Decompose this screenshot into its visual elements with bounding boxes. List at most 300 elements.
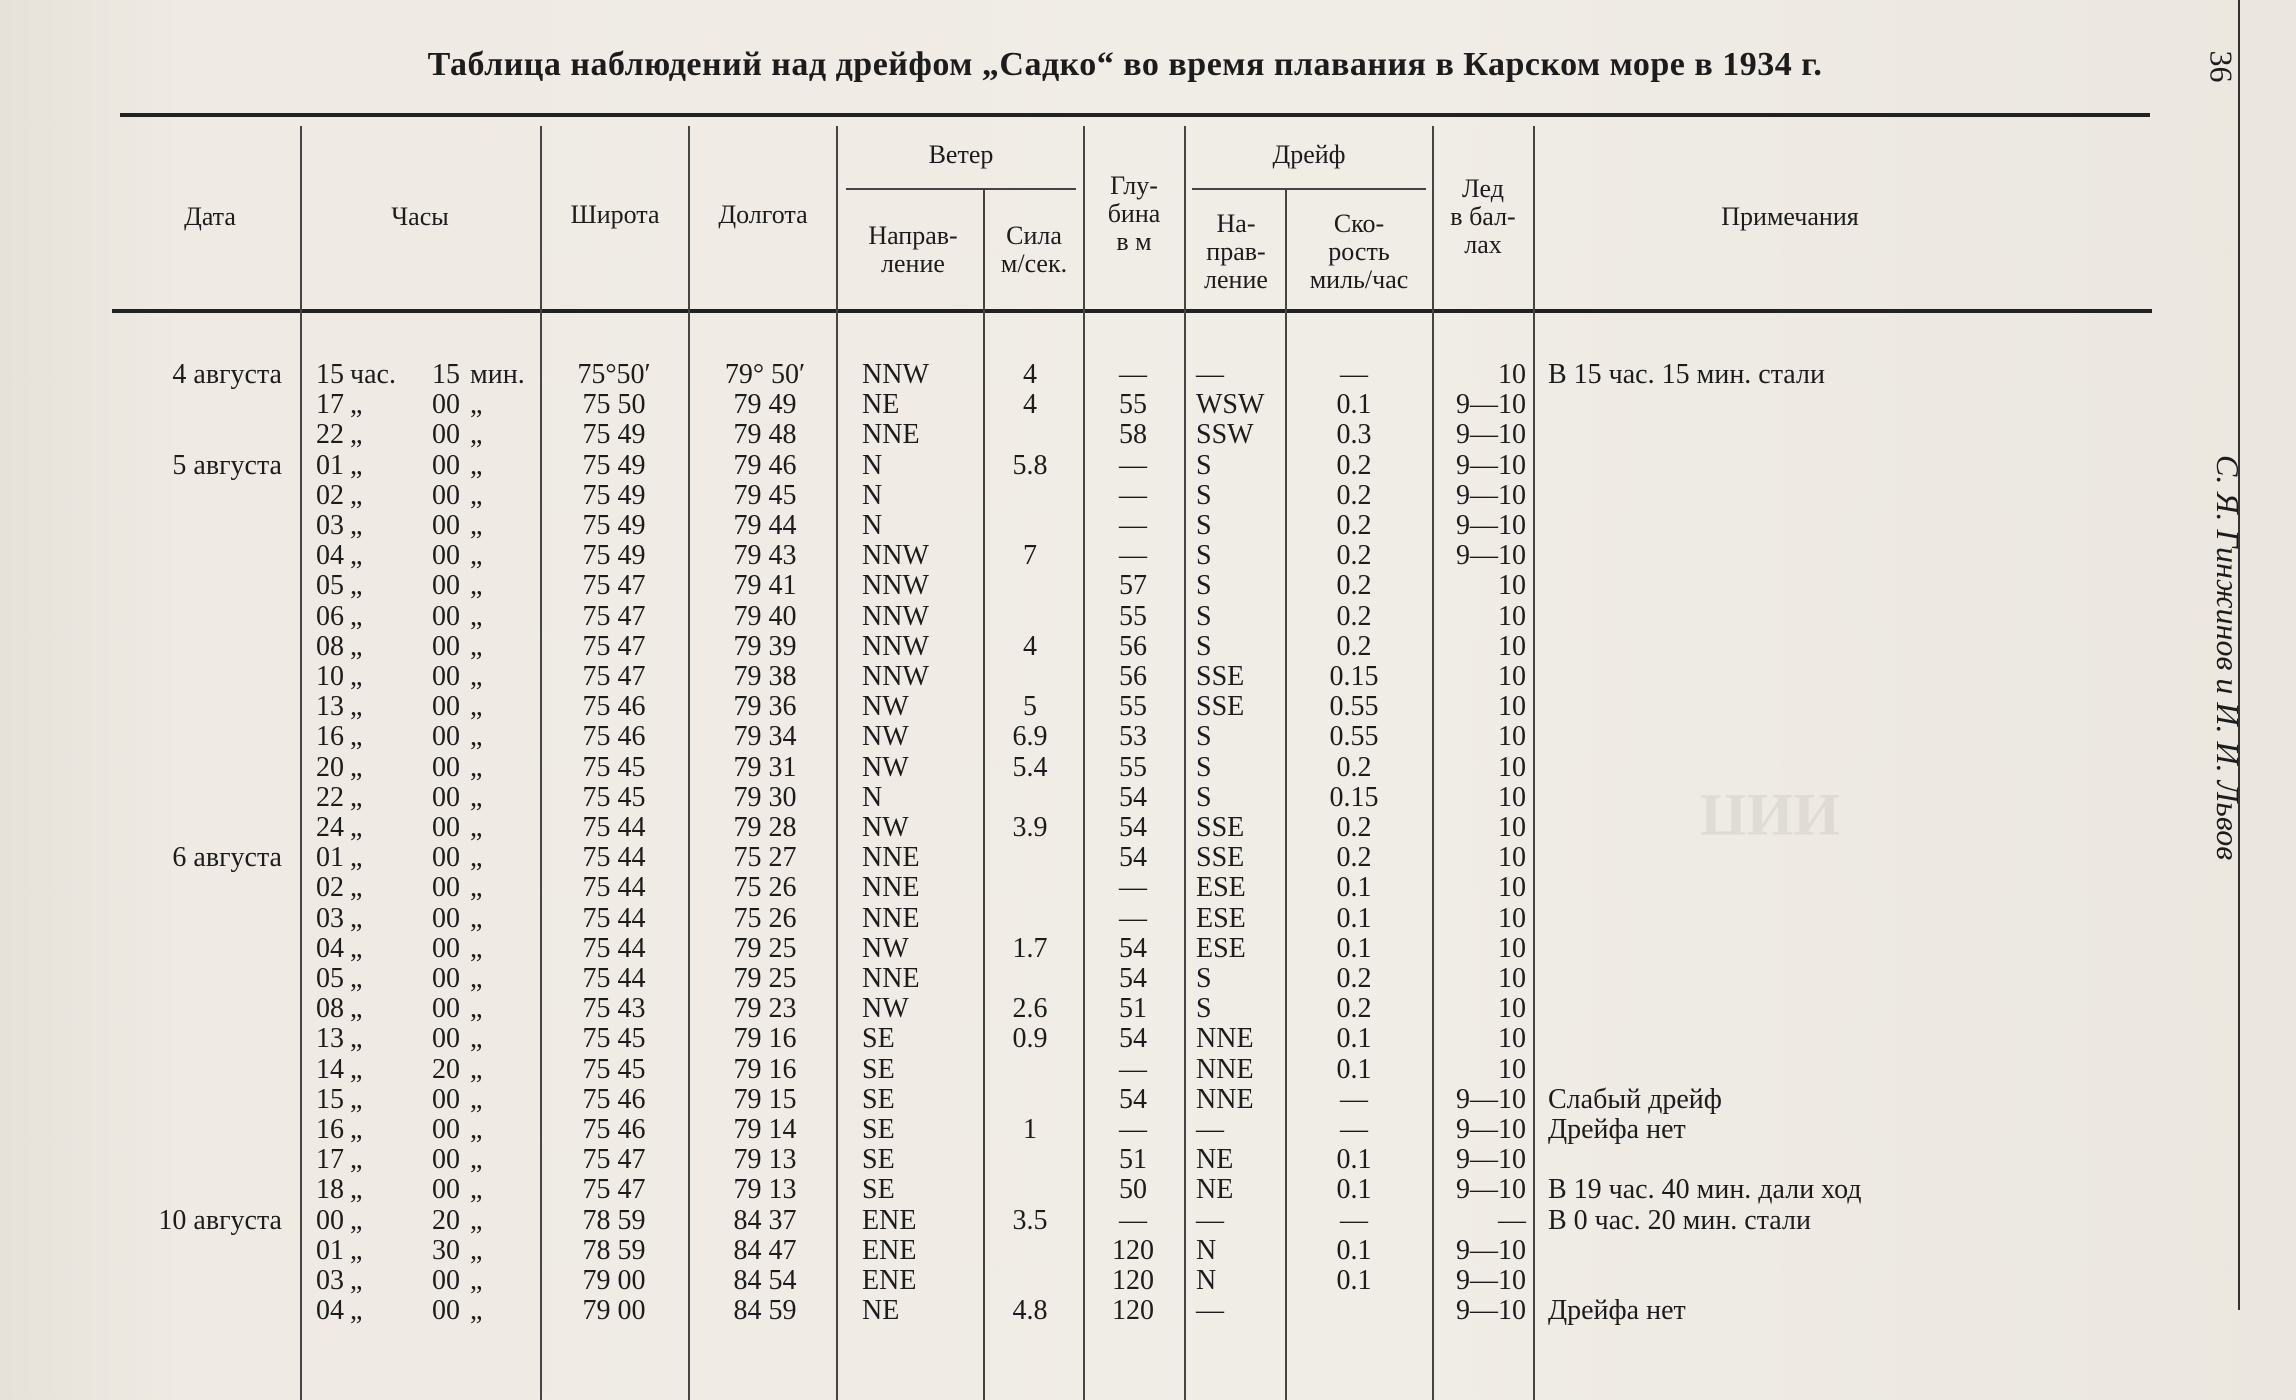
table-cell-dspd: 0.3 [1336, 419, 1372, 451]
table-cell-hsfx: „ [350, 630, 363, 662]
table-cell-msfx: „ [470, 449, 483, 481]
table-cell-lon: 79 34 [733, 721, 797, 753]
table-cell-lat: 75 47 [582, 600, 646, 632]
table-cell-note: В 19 час. 40 мин. дали ход [1548, 1174, 1862, 1206]
table-cell-ice: 10 [1498, 932, 1526, 964]
table-cell-wdir: NW [862, 932, 909, 964]
table-cell-hsfx: „ [350, 600, 363, 632]
table-cell-msfx: „ [470, 812, 483, 843]
table-cell-wspd: 5.4 [1012, 751, 1048, 783]
table-cell-m: 00 [432, 1144, 460, 1176]
table-cell-lon: 79 16 [733, 1053, 797, 1085]
table-cell-h: 15 [316, 359, 344, 390]
table-cell-dspd: 0.2 [1336, 570, 1372, 602]
table-cell-m: 00 [432, 449, 460, 481]
table-cell-date: 10 августа [158, 1204, 282, 1236]
table-cell-msfx: „ [470, 872, 483, 904]
table-cell-wdir: NE [862, 389, 900, 421]
table-cell-msfx: „ [470, 1174, 483, 1206]
table-cell-hsfx: „ [350, 1023, 363, 1055]
bleed-through-text: ИИП [1700, 782, 1841, 848]
table-cell-lon: 79 38 [733, 661, 797, 692]
table-cell-lon: 79 16 [733, 1023, 797, 1055]
wind-subheader-rule [846, 188, 1076, 190]
table-cell-msfx: „ [470, 510, 483, 541]
page-number: 36 [2203, 50, 2240, 83]
table-cell-hsfx: „ [350, 691, 363, 723]
table-cell-m: 00 [432, 1114, 460, 1145]
table-cell-dspd: 0.1 [1336, 389, 1372, 421]
table-cell-hsfx: „ [350, 661, 363, 692]
table-cell-ddir: S [1196, 540, 1212, 572]
table-cell-m: 30 [432, 1234, 460, 1266]
table-cell-msfx: „ [470, 963, 483, 994]
running-head-authors: С. Я. Гинжинов и И. И. Львов [2210, 455, 2246, 861]
table-cell-m: 00 [432, 1295, 460, 1327]
table-cell-dspd: 0.2 [1336, 479, 1372, 511]
table-cell-h: 03 [316, 510, 344, 541]
table-cell-h: 00 [316, 1204, 344, 1236]
table-cell-hsfx: „ [350, 510, 363, 541]
table-cell-h: 22 [316, 419, 344, 451]
table-cell-m: 00 [432, 600, 460, 632]
table-cell-depth: 54 [1119, 1023, 1147, 1055]
table-cell-msfx: „ [470, 1114, 483, 1145]
table-cell-ice: 10 [1498, 721, 1526, 753]
top-rule [120, 113, 2150, 117]
table-cell-ice: 10 [1498, 630, 1526, 662]
table-cell-m: 00 [432, 902, 460, 934]
table-cell-ice: 10 [1498, 993, 1526, 1025]
col-divider [836, 126, 838, 1400]
table-cell-ice: 9—10 [1456, 510, 1526, 541]
table-cell-msfx: „ [470, 389, 483, 421]
table-cell-depth: 54 [1119, 842, 1147, 874]
table-cell-h: 03 [316, 902, 344, 934]
table-cell-dspd: 0.1 [1336, 1023, 1372, 1055]
table-cell-ice: 9—10 [1456, 1234, 1526, 1266]
table-cell-ddir: WSW [1196, 389, 1265, 421]
table-cell-wdir: ENE [862, 1204, 917, 1236]
table-cell-depth: 58 [1119, 419, 1147, 451]
table-cell-ice: — [1498, 1204, 1526, 1236]
table-cell-lat: 75 44 [582, 842, 646, 874]
table-cell-depth: 54 [1119, 1083, 1147, 1115]
table-cell-ddir: NE [1196, 1144, 1234, 1176]
table-cell-depth: — [1119, 540, 1147, 572]
table-cell-lat: 75 45 [582, 751, 646, 783]
table-cell-wdir: SE [862, 1114, 895, 1145]
table-cell-ddir: NNE [1196, 1083, 1254, 1115]
table-cell-lat: 75 49 [582, 449, 646, 481]
table-cell-ddir: ESE [1196, 872, 1246, 904]
table-cell-wdir: NNE [862, 963, 920, 994]
table-cell-ice: 10 [1498, 812, 1526, 843]
table-cell-dspd: — [1340, 359, 1368, 390]
table-cell-m: 00 [432, 540, 460, 572]
table-cell-ddir: S [1196, 963, 1212, 994]
table-cell-lat: 75 47 [582, 630, 646, 662]
table-cell-dspd: 0.1 [1336, 872, 1372, 904]
table-cell-h: 05 [316, 963, 344, 994]
table-cell-h: 15 [316, 1083, 344, 1115]
table-cell-msfx: „ [470, 902, 483, 934]
table-cell-ice: 10 [1498, 842, 1526, 874]
table-cell-ice: 9—10 [1456, 1114, 1526, 1145]
table-cell-note: Дрейфа нет [1548, 1114, 1686, 1145]
table-cell-date: 4 августа [172, 359, 282, 390]
table-cell-dspd: 0.55 [1329, 691, 1379, 723]
table-cell-ddir: — [1196, 1204, 1224, 1236]
table-cell-wdir: NW [862, 721, 909, 753]
table-cell-ice: 9—10 [1456, 1144, 1526, 1176]
table-cell-m: 00 [432, 630, 460, 662]
table-cell-h: 17 [316, 1144, 344, 1176]
table-cell-lon: 79 46 [733, 449, 797, 481]
table-cell-lon: 79 13 [733, 1144, 797, 1176]
table-cell-dspd: — [1340, 1083, 1368, 1115]
table-cell-lat: 75 44 [582, 902, 646, 934]
table-cell-wspd: 4 [1023, 359, 1037, 390]
table-cell-lat: 75 49 [582, 510, 646, 541]
table-cell-dspd: 0.2 [1336, 842, 1372, 874]
table-cell-depth: 54 [1119, 963, 1147, 994]
table-cell-lat: 75 47 [582, 1144, 646, 1176]
table-cell-hsfx: „ [350, 449, 363, 481]
header-ice: Лед в бал- лах [1450, 174, 1516, 259]
table-cell-h: 01 [316, 842, 344, 874]
table-cell-wspd: 7 [1023, 540, 1037, 572]
table-cell-ddir: S [1196, 751, 1212, 783]
table-cell-h: 18 [316, 1174, 344, 1206]
table-cell-depth: 120 [1112, 1265, 1154, 1296]
table-cell-ice: 9—10 [1456, 1083, 1526, 1115]
table-cell-msfx: „ [470, 932, 483, 964]
table-cell-wspd: 4 [1023, 389, 1037, 421]
table-cell-dspd: 0.55 [1329, 721, 1379, 753]
table-cell-msfx: „ [470, 1083, 483, 1115]
table-cell-msfx: „ [470, 1023, 483, 1055]
table-cell-lat: 75 47 [582, 661, 646, 692]
table-cell-msfx: „ [470, 1234, 483, 1266]
table-cell-h: 04 [316, 932, 344, 964]
header-drift: Дрейф [1272, 140, 1346, 169]
table-cell-wdir: ENE [862, 1234, 917, 1266]
table-cell-m: 00 [432, 721, 460, 753]
table-cell-msfx: „ [470, 661, 483, 692]
table-cell-lat: 75 44 [582, 932, 646, 964]
table-cell-dspd: 0.2 [1336, 993, 1372, 1025]
table-cell-msfx: „ [470, 600, 483, 632]
table-cell-ddir: S [1196, 479, 1212, 511]
table-cell-wdir: N [862, 510, 883, 541]
table-cell-dspd: 0.2 [1336, 540, 1372, 572]
table-cell-h: 08 [316, 993, 344, 1025]
table-cell-ddir: SSE [1196, 842, 1245, 874]
table-cell-depth: 120 [1112, 1295, 1154, 1327]
table-cell-hsfx: „ [350, 1265, 363, 1296]
table-cell-dspd: 0.2 [1336, 630, 1372, 662]
table-cell-note: В 15 час. 15 мин. стали [1548, 359, 1825, 390]
table-cell-hsfx: „ [350, 1144, 363, 1176]
table-cell-depth: — [1119, 449, 1147, 481]
table-cell-m: 00 [432, 872, 460, 904]
table-cell-ddir: N [1196, 1265, 1217, 1296]
table-cell-lat: 75 47 [582, 1174, 646, 1206]
table-cell-m: 00 [432, 661, 460, 692]
table-cell-depth: — [1119, 1053, 1147, 1085]
table-cell-lon: 79 15 [733, 1083, 797, 1115]
table-cell-wdir: NE [862, 1295, 900, 1327]
table-cell-msfx: „ [470, 1295, 483, 1327]
table-cell-h: 06 [316, 600, 344, 632]
table-cell-hsfx: „ [350, 932, 363, 964]
table-cell-h: 10 [316, 661, 344, 692]
table-cell-wdir: NW [862, 993, 909, 1025]
table-cell-ice: 10 [1498, 359, 1526, 390]
table-cell-depth: 55 [1119, 691, 1147, 723]
table-cell-lon: 79 39 [733, 630, 797, 662]
table-cell-lat: 75 46 [582, 691, 646, 723]
table-cell-dspd: 0.15 [1329, 661, 1379, 692]
table-cell-hsfx: „ [350, 1174, 363, 1206]
table-cell-ddir: NE [1196, 1174, 1234, 1206]
table-cell-dspd: — [1340, 1204, 1368, 1236]
table-cell-ddir: — [1196, 1114, 1224, 1145]
table-cell-hsfx: „ [350, 1053, 363, 1085]
table-cell-ddir: SSE [1196, 691, 1245, 723]
running-head [2210, 40, 2250, 1360]
table-cell-lat: 75 46 [582, 721, 646, 753]
table-cell-msfx: „ [470, 1053, 483, 1085]
table-cell-lat: 75 45 [582, 1053, 646, 1085]
table-cell-ddir: ESE [1196, 932, 1246, 964]
table-cell-wdir: NNW [862, 540, 929, 572]
table-cell-ddir: — [1196, 1295, 1224, 1327]
table-cell-lon: 79 31 [733, 751, 797, 783]
table-cell-h: 17 [316, 389, 344, 421]
table-cell-ddir: S [1196, 600, 1212, 632]
col-divider [1533, 126, 1535, 1400]
table-cell-dspd: — [1340, 1114, 1368, 1145]
table-cell-ddir: S [1196, 630, 1212, 662]
table-cell-msfx: „ [470, 630, 483, 662]
table-cell-lat: 75 49 [582, 419, 646, 451]
table-cell-ddir: SSE [1196, 812, 1245, 843]
table-cell-hsfx: „ [350, 781, 363, 813]
table-cell-wspd: 1.7 [1012, 932, 1048, 964]
table-cell-ice: 10 [1498, 600, 1526, 632]
table-cell-depth: 57 [1119, 570, 1147, 602]
table-cell-ice: 10 [1498, 1023, 1526, 1055]
table-cell-ice: 10 [1498, 570, 1526, 602]
table-cell-ice: 9—10 [1456, 1295, 1526, 1327]
table-cell-m: 00 [432, 510, 460, 541]
table-cell-msfx: „ [470, 842, 483, 874]
table-cell-dspd: 0.1 [1336, 902, 1372, 934]
table-cell-ice: 10 [1498, 661, 1526, 692]
table-cell-wdir: NNE [862, 902, 920, 934]
table-cell-lon: 79 36 [733, 691, 797, 723]
table-cell-ice: 10 [1498, 691, 1526, 723]
header-notes: Примечания [1721, 202, 1859, 231]
table-cell-wdir: NNE [862, 842, 920, 874]
table-cell-m: 00 [432, 1174, 460, 1206]
table-cell-wspd: 4.8 [1012, 1295, 1048, 1327]
table-cell-lat: 78 59 [582, 1234, 646, 1266]
table-cell-lon: 79 49 [733, 389, 797, 421]
table-cell-ddir: ESE [1196, 902, 1246, 934]
table-cell-h: 20 [316, 751, 344, 783]
table-cell-wdir: NW [862, 751, 909, 783]
table-cell-lon: 79 13 [733, 1174, 797, 1206]
table-cell-note: Слабый дрейф [1548, 1083, 1722, 1115]
table-cell-depth: 54 [1119, 812, 1147, 843]
table-cell-wspd: 2.6 [1012, 993, 1048, 1025]
table-cell-dspd: 0.1 [1336, 1174, 1372, 1206]
table-cell-wdir: ENE [862, 1265, 917, 1296]
table-cell-wdir: SE [862, 1053, 895, 1085]
col-divider [688, 126, 690, 1400]
table-cell-lat: 75°50′ [577, 359, 651, 390]
table-cell-ddir: S [1196, 449, 1212, 481]
table-cell-lon: 79 28 [733, 812, 797, 843]
table-cell-ice: 10 [1498, 902, 1526, 934]
table-cell-msfx: „ [470, 1204, 483, 1236]
table-cell-note: В 0 час. 20 мин. стали [1548, 1204, 1811, 1236]
table-cell-hsfx: „ [350, 479, 363, 511]
table-cell-depth: 56 [1119, 661, 1147, 692]
table-cell-depth: — [1119, 1114, 1147, 1145]
table-cell-date: 5 августа [172, 449, 282, 481]
table-cell-dspd: 0.1 [1336, 1234, 1372, 1266]
table-cell-depth: — [1119, 1204, 1147, 1236]
table-cell-wdir: N [862, 479, 883, 511]
table-cell-h: 03 [316, 1265, 344, 1296]
table-cell-msfx: „ [470, 691, 483, 723]
drift-subheader-rule [1192, 188, 1426, 190]
table-cell-hsfx: „ [350, 570, 363, 602]
table-cell-wdir: NW [862, 812, 909, 843]
table-cell-ddir: SSE [1196, 661, 1245, 692]
table-cell-depth: 54 [1119, 781, 1147, 813]
col-divider [540, 126, 542, 1400]
table-cell-wspd: 5.8 [1012, 449, 1048, 481]
table-cell-depth: 54 [1119, 932, 1147, 964]
table-cell-depth: 51 [1119, 1144, 1147, 1176]
table-cell-depth: 53 [1119, 721, 1147, 753]
table-cell-msfx: „ [470, 721, 483, 753]
table-cell-m: 00 [432, 1265, 460, 1296]
table-cell-msfx: „ [470, 781, 483, 813]
table-cell-dspd: 0.2 [1336, 600, 1372, 632]
table-cell-ice: 9—10 [1456, 540, 1526, 572]
table-cell-lat: 75 44 [582, 963, 646, 994]
table-cell-m: 20 [432, 1053, 460, 1085]
header-wind-speed: Сила м/сек. [1000, 221, 1068, 278]
table-cell-dspd: 0.1 [1336, 1053, 1372, 1085]
table-cell-note: Дрейфа нет [1548, 1295, 1686, 1327]
table-cell-lon: 84 47 [733, 1234, 797, 1266]
table-cell-ice: 9—10 [1456, 1174, 1526, 1206]
table-cell-lon: 79 44 [733, 510, 797, 541]
table-cell-depth: 51 [1119, 993, 1147, 1025]
header-drift-speed: Ско- рость миль/час [1309, 209, 1409, 294]
table-cell-m: 00 [432, 1023, 460, 1055]
table-cell-wspd: 0.9 [1012, 1023, 1048, 1055]
table-cell-wdir: SE [862, 1174, 895, 1206]
table-cell-depth: 55 [1119, 389, 1147, 421]
table-cell-lat: 75 45 [582, 781, 646, 813]
table-cell-dspd: 0.2 [1336, 449, 1372, 481]
table-title: Таблица наблюдений над дрейфом „Садко“ во время плавания в Карском море в 1934 г. [427, 46, 1823, 83]
table-cell-h: 02 [316, 872, 344, 904]
table-cell-ddir: — [1196, 359, 1224, 390]
table-cell-h: 22 [316, 781, 344, 813]
table-cell-lon: 79 25 [733, 963, 797, 994]
table-cell-h: 01 [316, 449, 344, 481]
table-cell-wdir: NW [862, 691, 909, 723]
table-cell-wdir: SE [862, 1083, 895, 1115]
table-cell-m: 00 [432, 691, 460, 723]
table-cell-ice: 9—10 [1456, 389, 1526, 421]
table-cell-lat: 75 44 [582, 872, 646, 904]
table-cell-m: 00 [432, 419, 460, 451]
table-cell-msfx: мин. [470, 359, 525, 390]
table-cell-wdir: NNW [862, 661, 929, 692]
table-cell-m: 00 [432, 479, 460, 511]
table-cell-hsfx: „ [350, 721, 363, 753]
table-cell-lon: 79 48 [733, 419, 797, 451]
table-cell-depth: 50 [1119, 1174, 1147, 1206]
table-cell-lon: 84 59 [733, 1295, 797, 1327]
col-divider [983, 190, 985, 1400]
table-cell-h: 05 [316, 570, 344, 602]
table-cell-dspd: 0.2 [1336, 751, 1372, 783]
table-cell-ddir: S [1196, 510, 1212, 541]
table-cell-hsfx: „ [350, 751, 363, 783]
table-cell-wdir: NNW [862, 630, 929, 662]
table-cell-ice: 10 [1498, 872, 1526, 904]
table-cell-lon: 79 41 [733, 570, 797, 602]
table-cell-h: 08 [316, 630, 344, 662]
table-cell-m: 20 [432, 1204, 460, 1236]
table-cell-lat: 75 44 [582, 812, 646, 843]
table-cell-date: 6 августа [172, 842, 282, 874]
table-cell-depth: — [1119, 902, 1147, 934]
table-cell-dspd: 0.2 [1336, 510, 1372, 541]
table-cell-lon: 75 26 [733, 902, 797, 934]
table-cell-dspd: 0.1 [1336, 1144, 1372, 1176]
table-cell-msfx: „ [470, 751, 483, 783]
table-cell-lon: 79 30 [733, 781, 797, 813]
table-cell-hsfx: „ [350, 419, 363, 451]
table-cell-ice: 9—10 [1456, 449, 1526, 481]
table-cell-wdir: N [862, 449, 883, 481]
table-cell-h: 01 [316, 1234, 344, 1266]
table-cell-lon: 75 27 [733, 842, 797, 874]
table-cell-ice: 9—10 [1456, 419, 1526, 451]
table-cell-hsfx: „ [350, 1083, 363, 1115]
table-cell-m: 00 [432, 932, 460, 964]
table-cell-wdir: NNW [862, 600, 929, 632]
table-cell-lon: 79 40 [733, 600, 797, 632]
table-cell-wdir: SE [862, 1023, 895, 1055]
table-cell-lat: 75 47 [582, 570, 646, 602]
table-cell-lon: 79 43 [733, 540, 797, 572]
table-cell-h: 16 [316, 721, 344, 753]
table-cell-wdir: NNE [862, 419, 920, 451]
